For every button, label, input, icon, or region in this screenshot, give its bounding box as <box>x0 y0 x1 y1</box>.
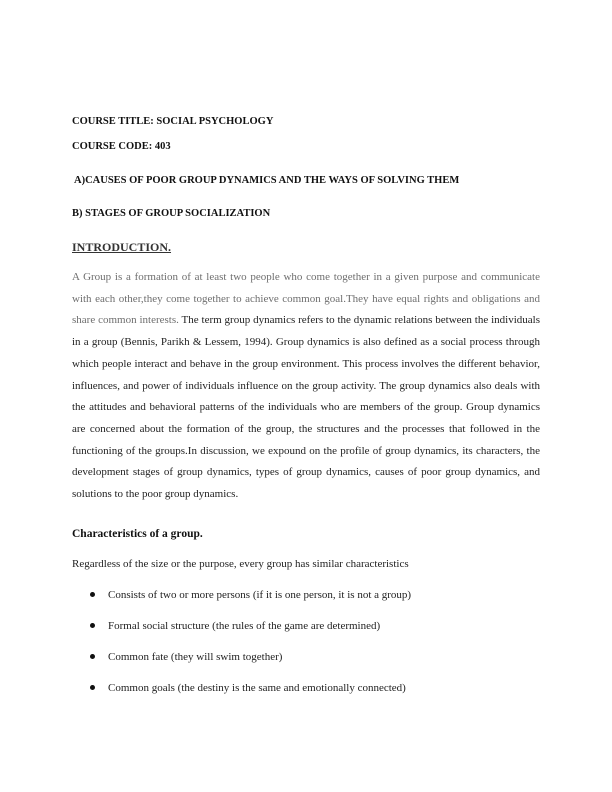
list-item-text: Common goals (the destiny is the same and emotionally connected) <box>108 682 406 694</box>
course-code: COURSE CODE: 403 <box>72 141 171 152</box>
introduction-paragraph-muted: A Group is a formation of at least two people who come together in a given purpose and communicate with each other,they come together to achieve common goal.They have equal rights and obligations and share common interests. <box>72 271 540 327</box>
bullet-icon <box>90 592 95 597</box>
list-item-text: Formal social structure (the rules of the game are determined) <box>108 620 381 632</box>
topic-a-heading: A)CAUSES OF POOR GROUP DYNAMICS AND THE WAYS OF SOLVING THEM <box>74 175 460 186</box>
list-item-text: Consists of two or more persons (if it is one person, it is not a group) <box>108 589 412 601</box>
topic-b-heading: B) STAGES OF GROUP SOCIALIZATION <box>72 208 271 219</box>
characteristics-heading: Characteristics of a group. <box>72 528 203 540</box>
introduction-paragraph <box>72 267 540 506</box>
characteristics-lead: Regardless of the size or the purpose, every group has similar characteristics <box>72 558 409 570</box>
bullet-icon <box>90 623 95 628</box>
course-title: COURSE TITLE: SOCIAL PSYCHOLOGY <box>72 116 274 127</box>
list-item <box>72 650 411 681</box>
list-item <box>72 681 411 712</box>
list-item <box>72 619 411 650</box>
list-item-text: Common fate (they will swim together) <box>108 651 283 663</box>
bullet-icon <box>90 654 95 659</box>
introduction-heading: INTRODUCTION. <box>72 240 172 254</box>
bullet-icon <box>90 685 95 690</box>
characteristics-list <box>72 588 411 712</box>
list-item <box>72 588 411 619</box>
introduction-paragraph-main: The term group dynamics refers to the dynamic relations between the individuals in a group (Bennis, Parikh & Lessem, 1994). Group dynamics is also defined as a social process through which people interact and behave in the group environment. This process involves the different behavior, influences, and power of individuals influence on the group activity. The group dynamics also deals with the attitudes and behavioral patterns of the individuals who are members of the group. Group dynamics are concerned about the formation of the group, the structures and the processes that followed in the functioning of the groups.In discussion, we expound on the profile of group dynamics, its characters, the development stages of group dynamics, types of group dynamics, causes of poor group dynamics, and solutions to the poor group dynamics. <box>72 314 540 501</box>
